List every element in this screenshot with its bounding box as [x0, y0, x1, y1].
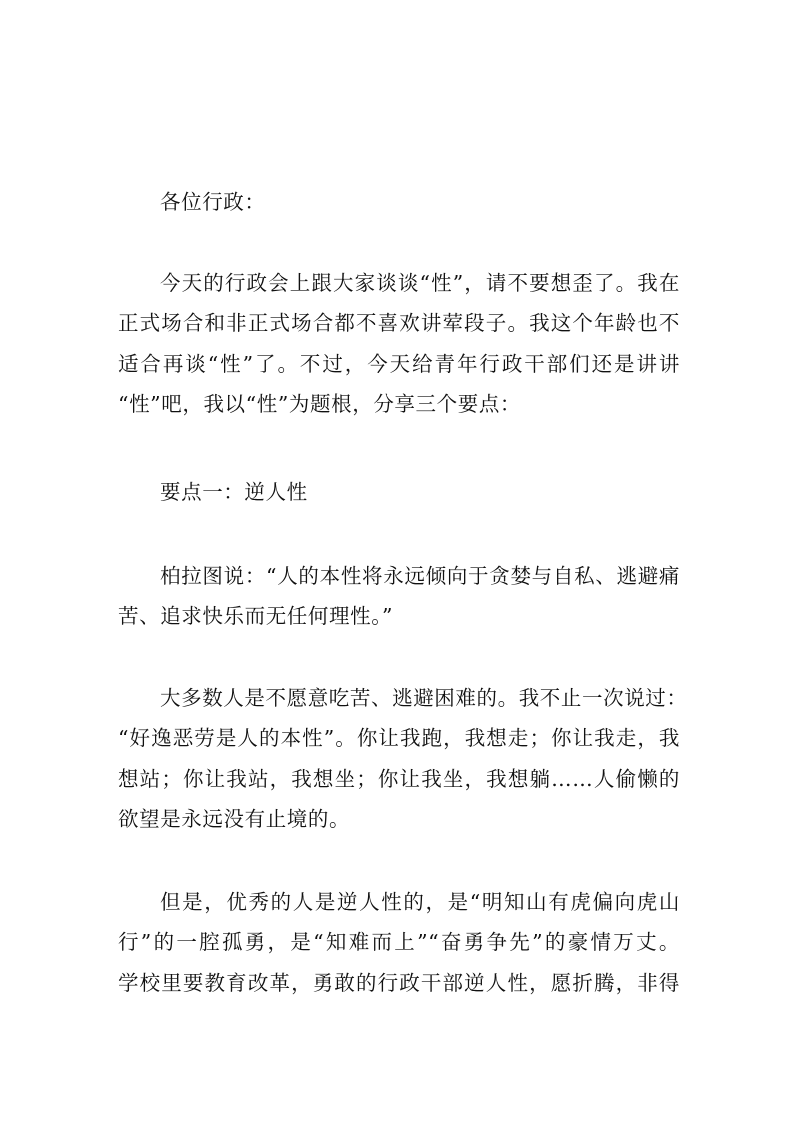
paragraph-4-line-3: 想站；你让我站，我想坐；你让我坐，我想躺……人偷懒的	[118, 767, 680, 791]
paragraph-1-line-2: 正式场合和非正式场合都不喜欢讲荤段子。我这个年龄也不	[118, 311, 680, 335]
paragraph-3-line-1: 柏拉图说：“人的本性将永远倾向于贪婪与自私、逃避痛	[160, 564, 680, 588]
paragraph-5-line-2: 行”的一腔孤勇，是“知难而上”“奋勇争先”的豪情万丈。	[118, 930, 680, 954]
paragraph-5-line-1: 但是，优秀的人是逆人性的，是“明知山有虎偏向虎山	[160, 890, 680, 914]
paragraph-4-line-4: 欲望是永远没有止境的。	[118, 807, 351, 831]
paragraph-1-line-1: 今天的行政会上跟大家谈谈“性”，请不要想歪了。我在	[160, 271, 680, 295]
paragraph-5-line-3: 学校里要教育改革，勇敢的行政干部逆人性，愿折腾，非得	[118, 971, 680, 995]
paragraph-1-line-4: “性”吧，我以“性”为题根，分享三个要点：	[118, 392, 522, 416]
paragraph-4-line-2: “好逸恶劳是人的本性”。你让我跑，我想走；你让我走，我	[118, 726, 680, 750]
key-point-1-heading: 要点一：逆人性	[160, 480, 308, 504]
paragraph-1-line-3: 适合再谈“性”了。不过，今天给青年行政干部们还是讲讲	[118, 352, 680, 376]
paragraph-3-line-2: 苦、追求快乐而无任何理性。”	[118, 604, 394, 628]
paragraph-4-line-1: 大多数人是不愿意吃苦、逃避困难的。我不止一次说过：	[160, 686, 688, 710]
salutation: 各位行政：	[160, 190, 266, 214]
